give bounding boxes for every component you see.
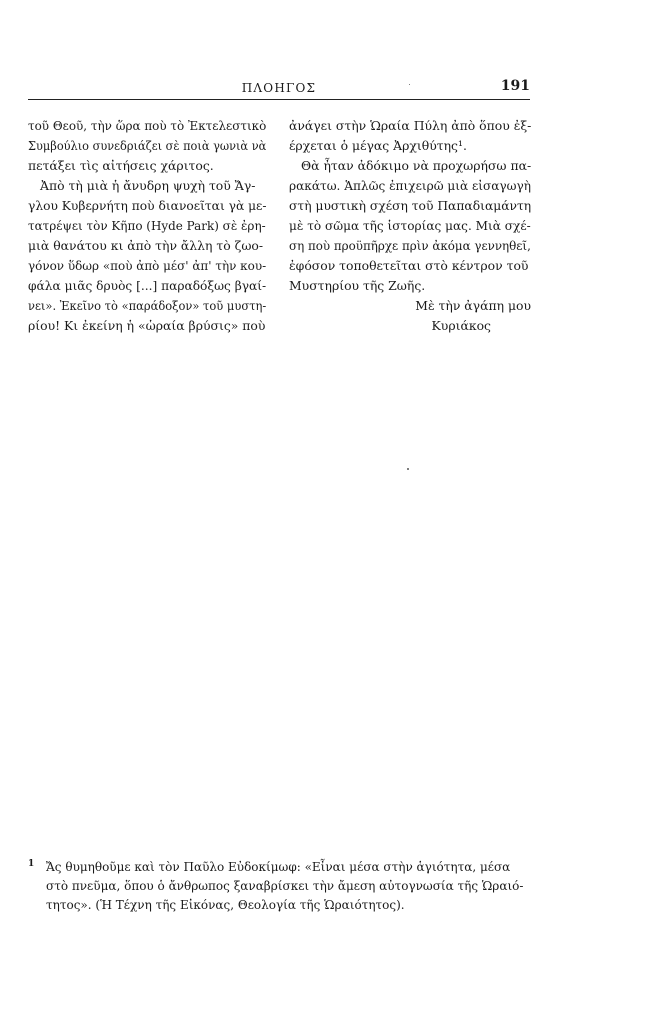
footnote-line: Ἄς θυμηθοῦμε καὶ τὸν Παῦλο Εὐδοκίμωφ: «Εἶναι μέσα στὴν ἁγιότητα, μέσα xyxy=(46,860,511,874)
footnote-line: στὸ πνεῦμα, ὅπου ὁ ἄνθρωπος ξαναβρίσκει τὴν ἄμεση αὐτογνωσία τῆς Ὡραιό- xyxy=(46,879,524,893)
paper-speck xyxy=(407,468,409,470)
footnote-marker: 1 xyxy=(28,859,35,869)
text-line: Ἀπὸ τὴ μιὰ ἡ ἄνυδρη ψυχὴ τοῦ Ἄγ- xyxy=(40,178,256,193)
text-line: ση ποὺ προϋπῆρχε πρὶν ἀκόμα γεννηθεῖ, xyxy=(289,238,531,253)
text-line: ρακάτω. Ἁπλῶς ἐπιχειρῶ μιὰ εἰσαγωγὴ xyxy=(289,178,532,193)
text-line: έρχεται ὁ μέγας Ἀρχιθύτης¹. xyxy=(289,138,467,153)
text-line: γόνον ὕδωρ «ποὺ ἀπὸ μέσ' ἀπ' τὴν κου- xyxy=(28,258,267,273)
text-line: στὴ μυστικὴ σχέση τοῦ Παπαδιαμάντη xyxy=(289,198,532,213)
text-line: φάλα μιᾶς δρυὸς [...] παραδόξως βγαί- xyxy=(28,278,267,293)
text-line: μιὰ θανάτου κι ἀπὸ τὴν ἄλλη τὸ ζωο- xyxy=(28,238,264,253)
left-column xyxy=(28,116,266,336)
text-line: ρίου! Κι ἐκείνη ἡ «ὡραία βρύσις» ποὺ xyxy=(28,318,266,333)
text-line: τοῦ Θεοῦ, τὴν ὥρα ποὺ τὸ Ἐκτελεστικὸ xyxy=(28,118,267,133)
header-rule xyxy=(28,99,530,100)
footnote-line: τητος». (Ἡ Τέχνη τῆς Εἰκόνας, Θεολογία τῆς Ὡραιότητος). xyxy=(46,898,405,912)
paper-speck xyxy=(409,84,410,85)
closing-line: Μὲ τὴν ἀγάπη μου xyxy=(415,298,531,313)
text-line: Θὰ ἦταν ἀδόκιμο νὰ προχωρήσω πα- xyxy=(301,158,532,173)
text-line: Συμβούλιο συνεδριάζει σὲ ποιὰ γωνιὰ νὰ xyxy=(28,138,267,153)
text-line: πετάξει τὶς αἰτήσεις χάριτος. xyxy=(28,158,214,173)
text-line: ἀνάγει στὴν Ὡραία Πύλη ἀπὸ ὅπου ἐξ- xyxy=(289,118,532,133)
text-line: ἐφόσον τοποθετεῖται στὸ κέντρον τοῦ xyxy=(289,258,529,273)
text-line: γλου Κυβερνήτη ποὺ διανοεῖται γὰ με- xyxy=(28,198,267,213)
signature: Κυριάκος xyxy=(431,318,491,333)
right-column xyxy=(289,116,531,336)
running-head xyxy=(28,78,530,98)
text-line: μὲ τὸ σῶμα τῆς ἱστορίας μας. Μιὰ σχέ- xyxy=(289,218,531,233)
page-number: 191 xyxy=(500,78,530,94)
running-head-title: ΠΛΟΗΓΟΣ xyxy=(241,81,317,95)
footnote xyxy=(28,858,530,915)
text-line: νει». Ἐκεῖνο τὸ «παράδοξον» τοῦ μυστη- xyxy=(28,298,267,313)
text-line: Μυστηρίου τῆς Ζωῆς. xyxy=(289,278,426,293)
text-line: τατρέψει τὸν Κῆπο (Hyde Park) σὲ ἐρη- xyxy=(28,218,266,233)
